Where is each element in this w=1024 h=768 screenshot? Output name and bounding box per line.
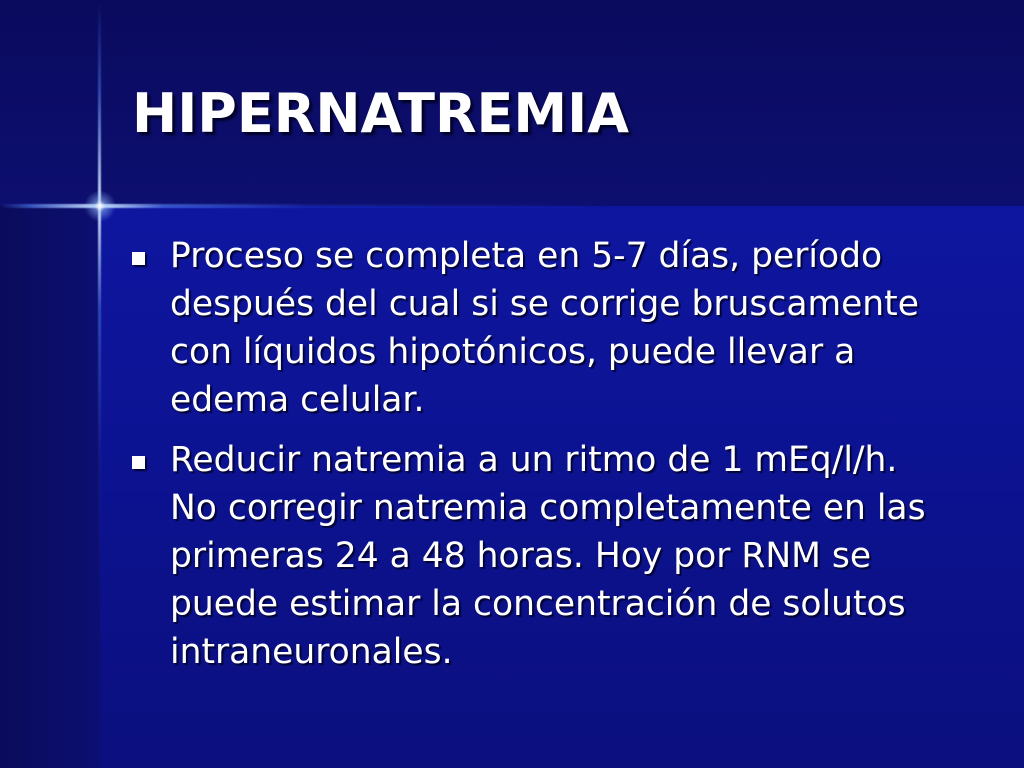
bullet-item	[132, 436, 952, 676]
square-bullet-icon	[132, 252, 145, 265]
bullet-text: Reducir natremia a un ritmo de 1 mEq/l/h. No corregir natremia completamente en las primeras 24 a 48 horas. Hoy por RNM se puede estimar la concentración de solutos intraneuronales.	[170, 440, 926, 672]
light-flare-horizontal	[0, 204, 1024, 208]
square-bullet-icon	[132, 456, 145, 469]
slide-title: HIPERNATREMIA	[132, 82, 630, 145]
bullet-list	[132, 232, 952, 688]
light-flare-vertical	[98, 0, 101, 768]
left-background-band	[0, 206, 100, 768]
bullet-item	[132, 232, 952, 424]
light-flare-star-icon	[84, 190, 116, 222]
bullet-text: Proceso se completa en 5-7 días, período después del cual si se corrige bruscamente con líquidos hipotónicos, puede llevar a edema celular.	[170, 236, 919, 420]
